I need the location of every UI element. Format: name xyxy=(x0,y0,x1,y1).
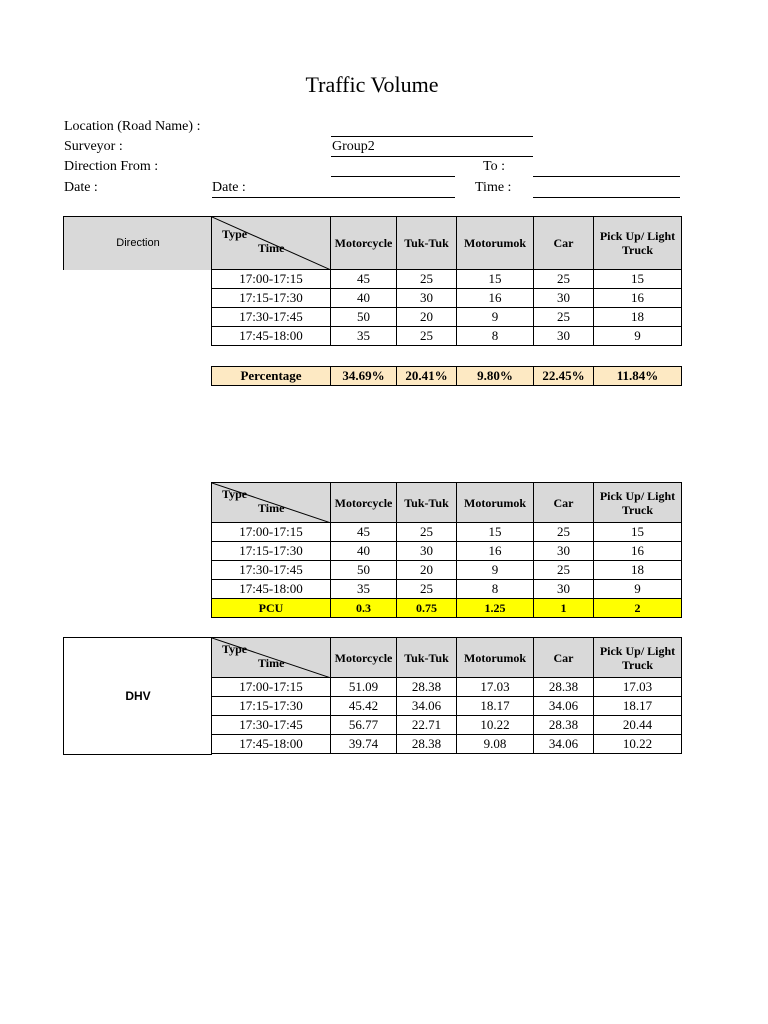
location-field[interactable] xyxy=(331,136,533,137)
col-header: Tuk-Tuk xyxy=(397,483,457,523)
col-header: Pick Up/ Light Truck xyxy=(594,217,682,270)
direction-header: Direction xyxy=(63,216,212,270)
direction-from-label: Direction From : xyxy=(64,159,159,174)
table-row: 17:45-18:00 39.74 28.38 9.08 34.06 10.22 xyxy=(212,735,682,754)
table-row: 17:30-17:45 56.77 22.71 10.22 28.38 20.44 xyxy=(212,716,682,735)
col-header: Motorumok xyxy=(457,483,534,523)
percentage-row: Percentage 34.69% 20.41% 9.80% 22.45% 11.84% xyxy=(212,367,682,386)
type-time-header: Type Time xyxy=(212,638,331,678)
page-title: Traffic Volume xyxy=(305,72,439,97)
col-header: Car xyxy=(534,638,594,678)
col-header: Pick Up/ Light Truck xyxy=(594,638,682,678)
col-header: Tuk-Tuk xyxy=(397,217,457,270)
percentage-label: Percentage xyxy=(212,367,331,386)
date-field[interactable] xyxy=(212,197,455,198)
date-label-2: Date : xyxy=(212,180,246,195)
pcu-label: PCU xyxy=(212,599,331,618)
type-time-header: Type Time xyxy=(212,483,331,523)
table-row: 17:45-18:00 35 25 8 30 9 xyxy=(212,580,682,599)
surveyor-label: Surveyor : xyxy=(64,139,123,154)
table-row: 17:15-17:30 40 30 16 30 16 xyxy=(212,289,682,308)
type-time-header: Type Time xyxy=(212,217,331,270)
col-header: Motorcycle xyxy=(331,483,397,523)
col-header: Motorcycle xyxy=(331,217,397,270)
table-row: 17:00-17:15 45 25 15 25 15 xyxy=(212,523,682,542)
col-header: Motorcycle xyxy=(331,638,397,678)
table-row: 17:15-17:30 45.42 34.06 18.17 34.06 18.17 xyxy=(212,697,682,716)
location-label: Location (Road Name) : xyxy=(64,119,201,134)
table-row: 17:45-18:00 35 25 8 30 9 xyxy=(212,327,682,346)
time-label: Time : xyxy=(475,180,512,195)
col-header: Car xyxy=(534,217,594,270)
pcu-row: PCU 0.3 0.75 1.25 1 2 xyxy=(212,599,682,618)
col-header: Motorumok xyxy=(457,217,534,270)
to-field[interactable] xyxy=(533,176,680,177)
volume-table xyxy=(211,216,682,346)
col-header: Car xyxy=(534,483,594,523)
dhv-table xyxy=(211,637,682,754)
to-label: To : xyxy=(483,159,505,174)
surveyor-field[interactable] xyxy=(331,156,533,157)
table-row: 17:30-17:45 50 20 9 25 18 xyxy=(212,308,682,327)
surveyor-value: Group2 xyxy=(332,139,375,154)
col-header: Tuk-Tuk xyxy=(397,638,457,678)
date-label: Date : xyxy=(64,180,98,195)
time-field[interactable] xyxy=(533,197,680,198)
table-row: 17:30-17:45 50 20 9 25 18 xyxy=(212,561,682,580)
table-row: 17:15-17:30 40 30 16 30 16 xyxy=(212,542,682,561)
table-row: 17:00-17:15 51.09 28.38 17.03 28.38 17.03 xyxy=(212,678,682,697)
dhv-label: DHV xyxy=(63,637,212,755)
col-header: Pick Up/ Light Truck xyxy=(594,483,682,523)
pcu-table xyxy=(211,482,682,618)
direction-from-field[interactable] xyxy=(331,176,455,177)
percentage-table xyxy=(211,366,682,386)
col-header: Motorumok xyxy=(457,638,534,678)
table-row: 17:00-17:15 45 25 15 25 15 xyxy=(212,270,682,289)
